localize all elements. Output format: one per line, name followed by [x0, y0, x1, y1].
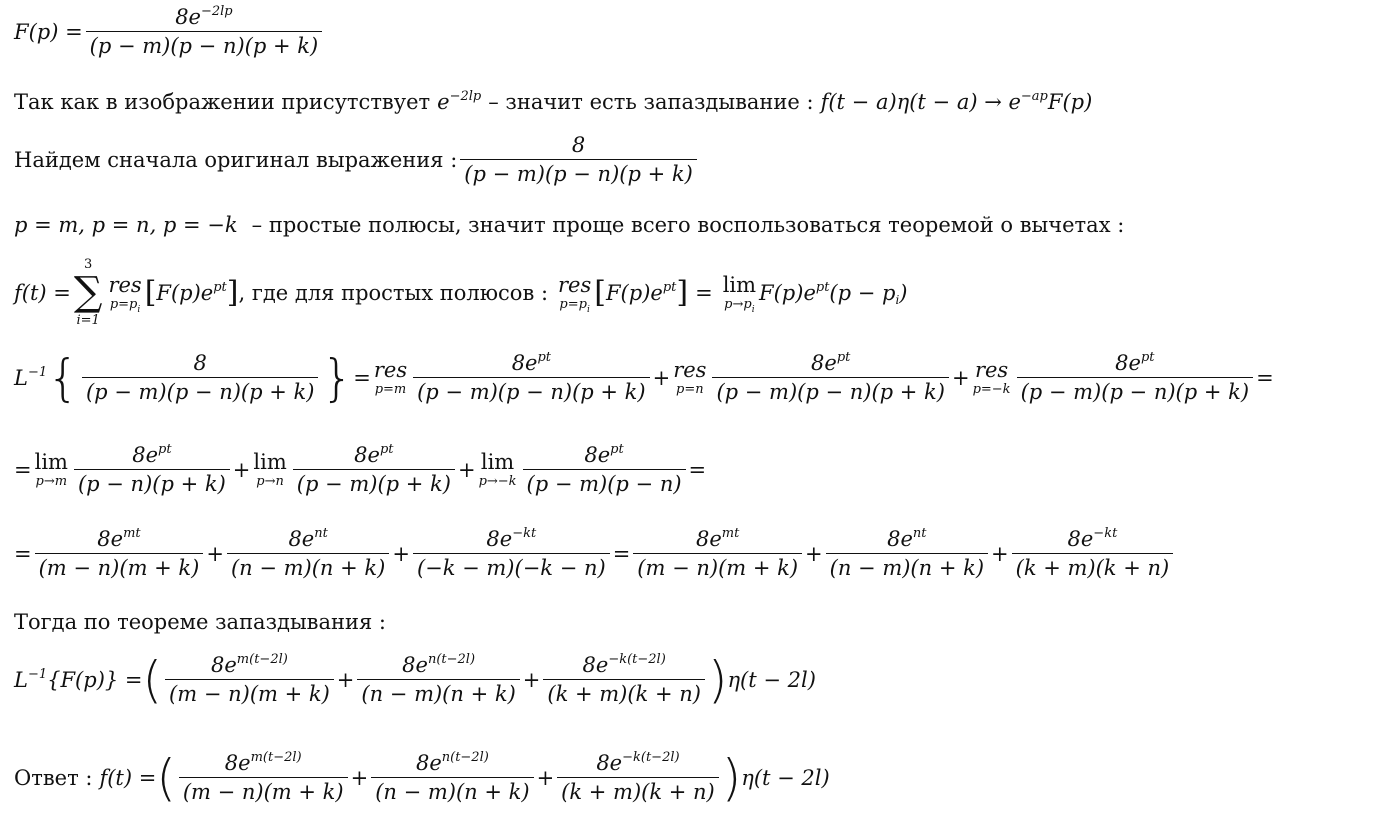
- fraction: $\frac{8}{(p - m)(p - n)(p + k)}$: [460, 134, 697, 185]
- inverse-transform-line: $L^{-1}$ { $\frac{8}{(p - m)(p - n)(p + k)}$ } = res p=m $\frac{8e^{pt}}{(p - m)(p - n)(p + k)}$ + res p=n $\frac{8e^{pt}}{(p - m)(p - n)(p + k)}$ + res p=−k $\frac{8e^{pt}}{(p - m)(p - n)(p + k)}$ =: [14, 348, 1274, 407]
- final-transform-line: $L^{-1}\{F(p)\}$ = ( $\frac{8e^{m(t-2l)}}{(m - n)(m + k)}$ + $\frac{8e^{n(t-2l)}}{(n - m)(n + k)}$ + $\frac{8e^{-k(t-2l)}}{(k + m)(k + n)}$ ) η(t − 2l): [14, 650, 816, 709]
- limits-line: = lim p→m $\frac{8e^{pt}}{(p - n)(p + k)}$ + lim p→n $\frac{8e^{pt}}{(p - m)(p + k)}$ + lim p→−k $\frac{8e^{pt}}{(p - m)(p - n)}$ =: [14, 442, 707, 497]
- evaluated-sum-line: = $\frac{8e^{mt}}{(m - n)(m + k)}$ + $\frac{8e^{nt}}{(n - m)(n + k)}$ + $\frac{8e^{-kt}}{(-k - m)(-k - n)}$ = $\frac{8e^{mt}}{(m - n)(m + k)}$ + $\frac{8e^{nt}}{(n - m)(n + k)}$ + $\frac{8e^{-kt}}{(k + m)(k + n)}$: [14, 528, 1176, 579]
- delay-explanation: Так как в изображении присутствует $e^{-2lp}$ – значит есть запаздывание : $f(t - a)\eta(t - a) \to e^{-ap}F(p)$: [14, 89, 1093, 114]
- poles-line: p = m, p = n, p = −k – простые полюсы, значит проще всего воспользоваться теоремой о вычетах :: [14, 213, 1125, 237]
- delay-theorem-text: Тогда по теореме запаздывания :: [14, 610, 387, 634]
- formula-lhs: F(p) =: [14, 19, 83, 44]
- sum-operator: 3 ∑ i=1: [73, 257, 103, 328]
- formula-image-definition: [14, 6, 325, 57]
- fraction: $\frac{8e^{-2lp}}{(p - m)(p - n)(p + k)}$: [86, 6, 323, 57]
- residue-theorem-line: f(t) = 3 ∑ i=1 res $p=p_i$ [ $F(p)e^{pt}$ ] , где для простых полюсов : res $p=p_i$ [ $F(p)e^{pt}$ ] = lim $p\to p_i$ $F(p)e^{pt}(p - p_i)$: [14, 257, 908, 328]
- answer-line: Ответ : f(t) = ( $\frac{8e^{m(t-2l)}}{(m - n)(m + k)}$ + $\frac{8e^{n(t-2l)}}{(n - m)(n + k)}$ + $\frac{8e^{-k(t-2l)}}{(k + m)(k + n)}$ ) η(t − 2l): [14, 748, 830, 807]
- find-original-line: Найдем сначала оригинал выражения : $\frac{8}{(p - m)(p - n)(p + k)}$: [14, 134, 700, 185]
